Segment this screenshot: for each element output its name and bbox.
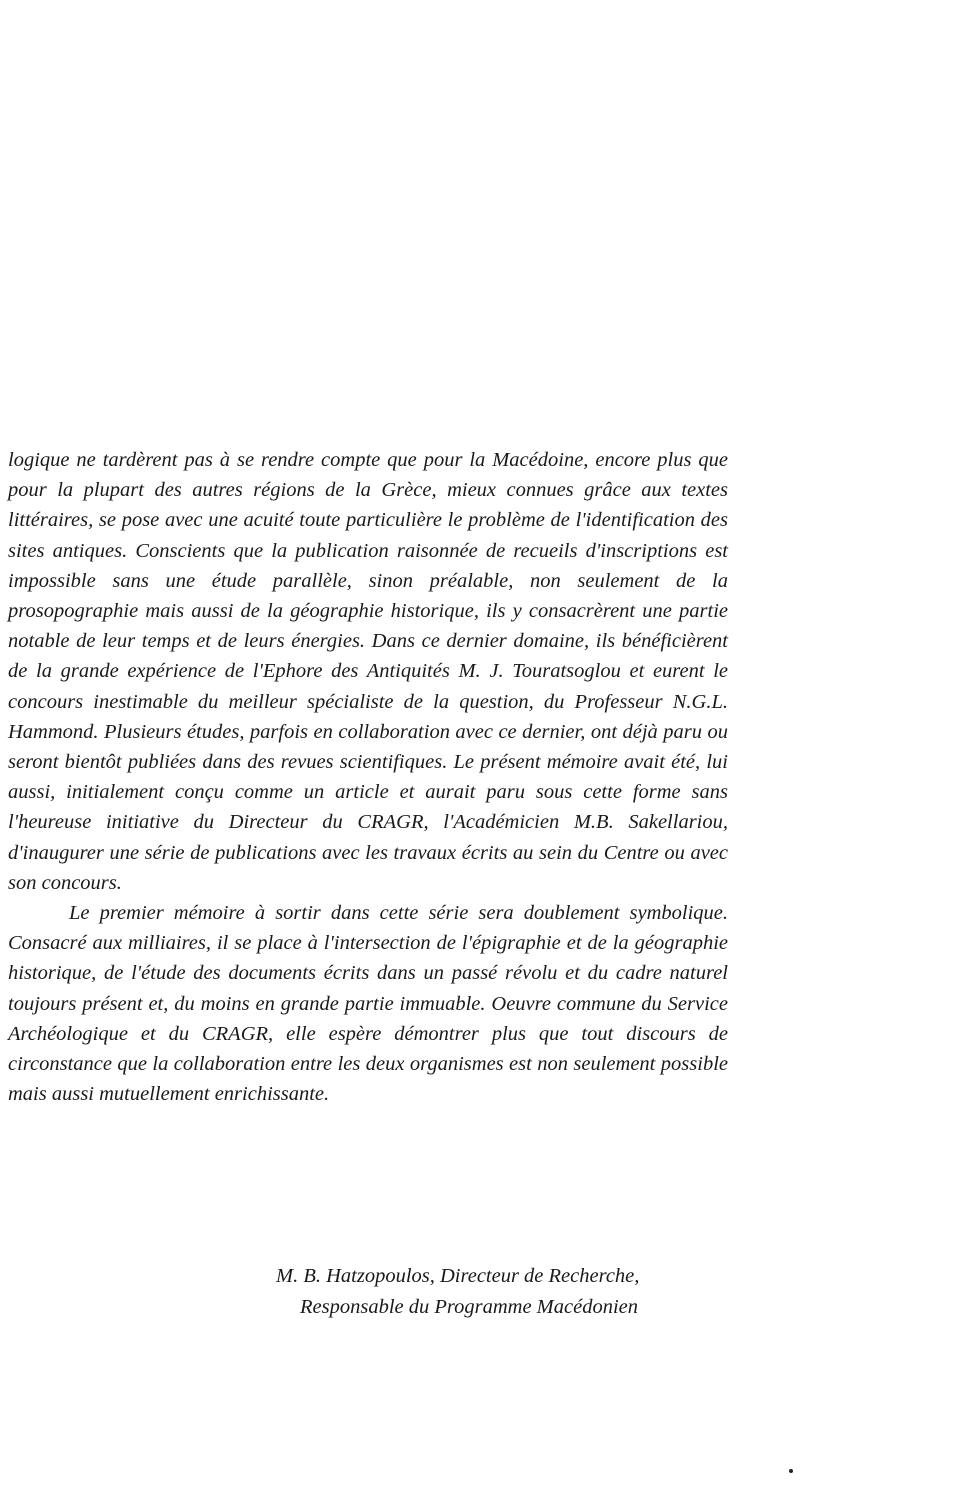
signature-line-2: Responsable du Programme Macédonien xyxy=(300,1295,638,1318)
page-mark-dot xyxy=(789,1469,793,1473)
signature-block xyxy=(276,1261,736,1322)
paragraph-1: logique ne tardèrent pas à se rendre compte que pour la Macédoine, encore plus que pour la plupart des autres régions de la Grèce, mieux connues grâce aux textes littéraires, se pose avec une acuité toute particulière le problème de l'identification des sites antiques. Conscients que la publication raisonnée de recueils d'inscriptions est impossible sans une étude parallèle, sinon préalable, non seulement de la prosopographie mais aussi de la géographie historique, ils y consacrèrent une partie notable de leur temps et de leurs énergies. Dans ce dernier domaine, ils bénéficièrent de la grande expérience de l'Ephore des Antiquités M. J. Touratsoglou et eurent le concours inestimable du meilleur spécialiste de la question, du Professeur N.G.L. Hammond. Plusieurs études, parfois en collaboration avec ce dernier, ont déjà paru ou seront bientôt publiées dans des revues scientifiques. Le présent mémoire avait été, lui aussi, initialement conçu comme un article et aurait paru sous cette forme sans l'heureuse initiative du Directeur du CRAGR, l'Académicien M.B. Sakellariou, d'inaugurer une série de publications avec les travaux écrits au sein du Centre ou avec son concours. xyxy=(8,449,728,894)
paragraph-2: Le premier mémoire à sortir dans cette série sera doublement symbolique. Consacré aux milliaires, il se place à l'intersection de l'épigraphie et de la géographie historique, de l'étude des documents écrits dans un passé révolu et du cadre naturel toujours présent et, du moins en grande partie immuable. Oeuvre commune du Service Archéologique et du CRAGR, elle espère démontrer plus que tout discours de circonstance que la collaboration entre les deux organismes est non seulement possible mais aussi mutuellement enrichissante. xyxy=(8,902,728,1106)
signature-line-1: M. B. Hatzopoulos, Directeur de Recherche, xyxy=(276,1265,640,1287)
body-text xyxy=(8,445,728,1109)
